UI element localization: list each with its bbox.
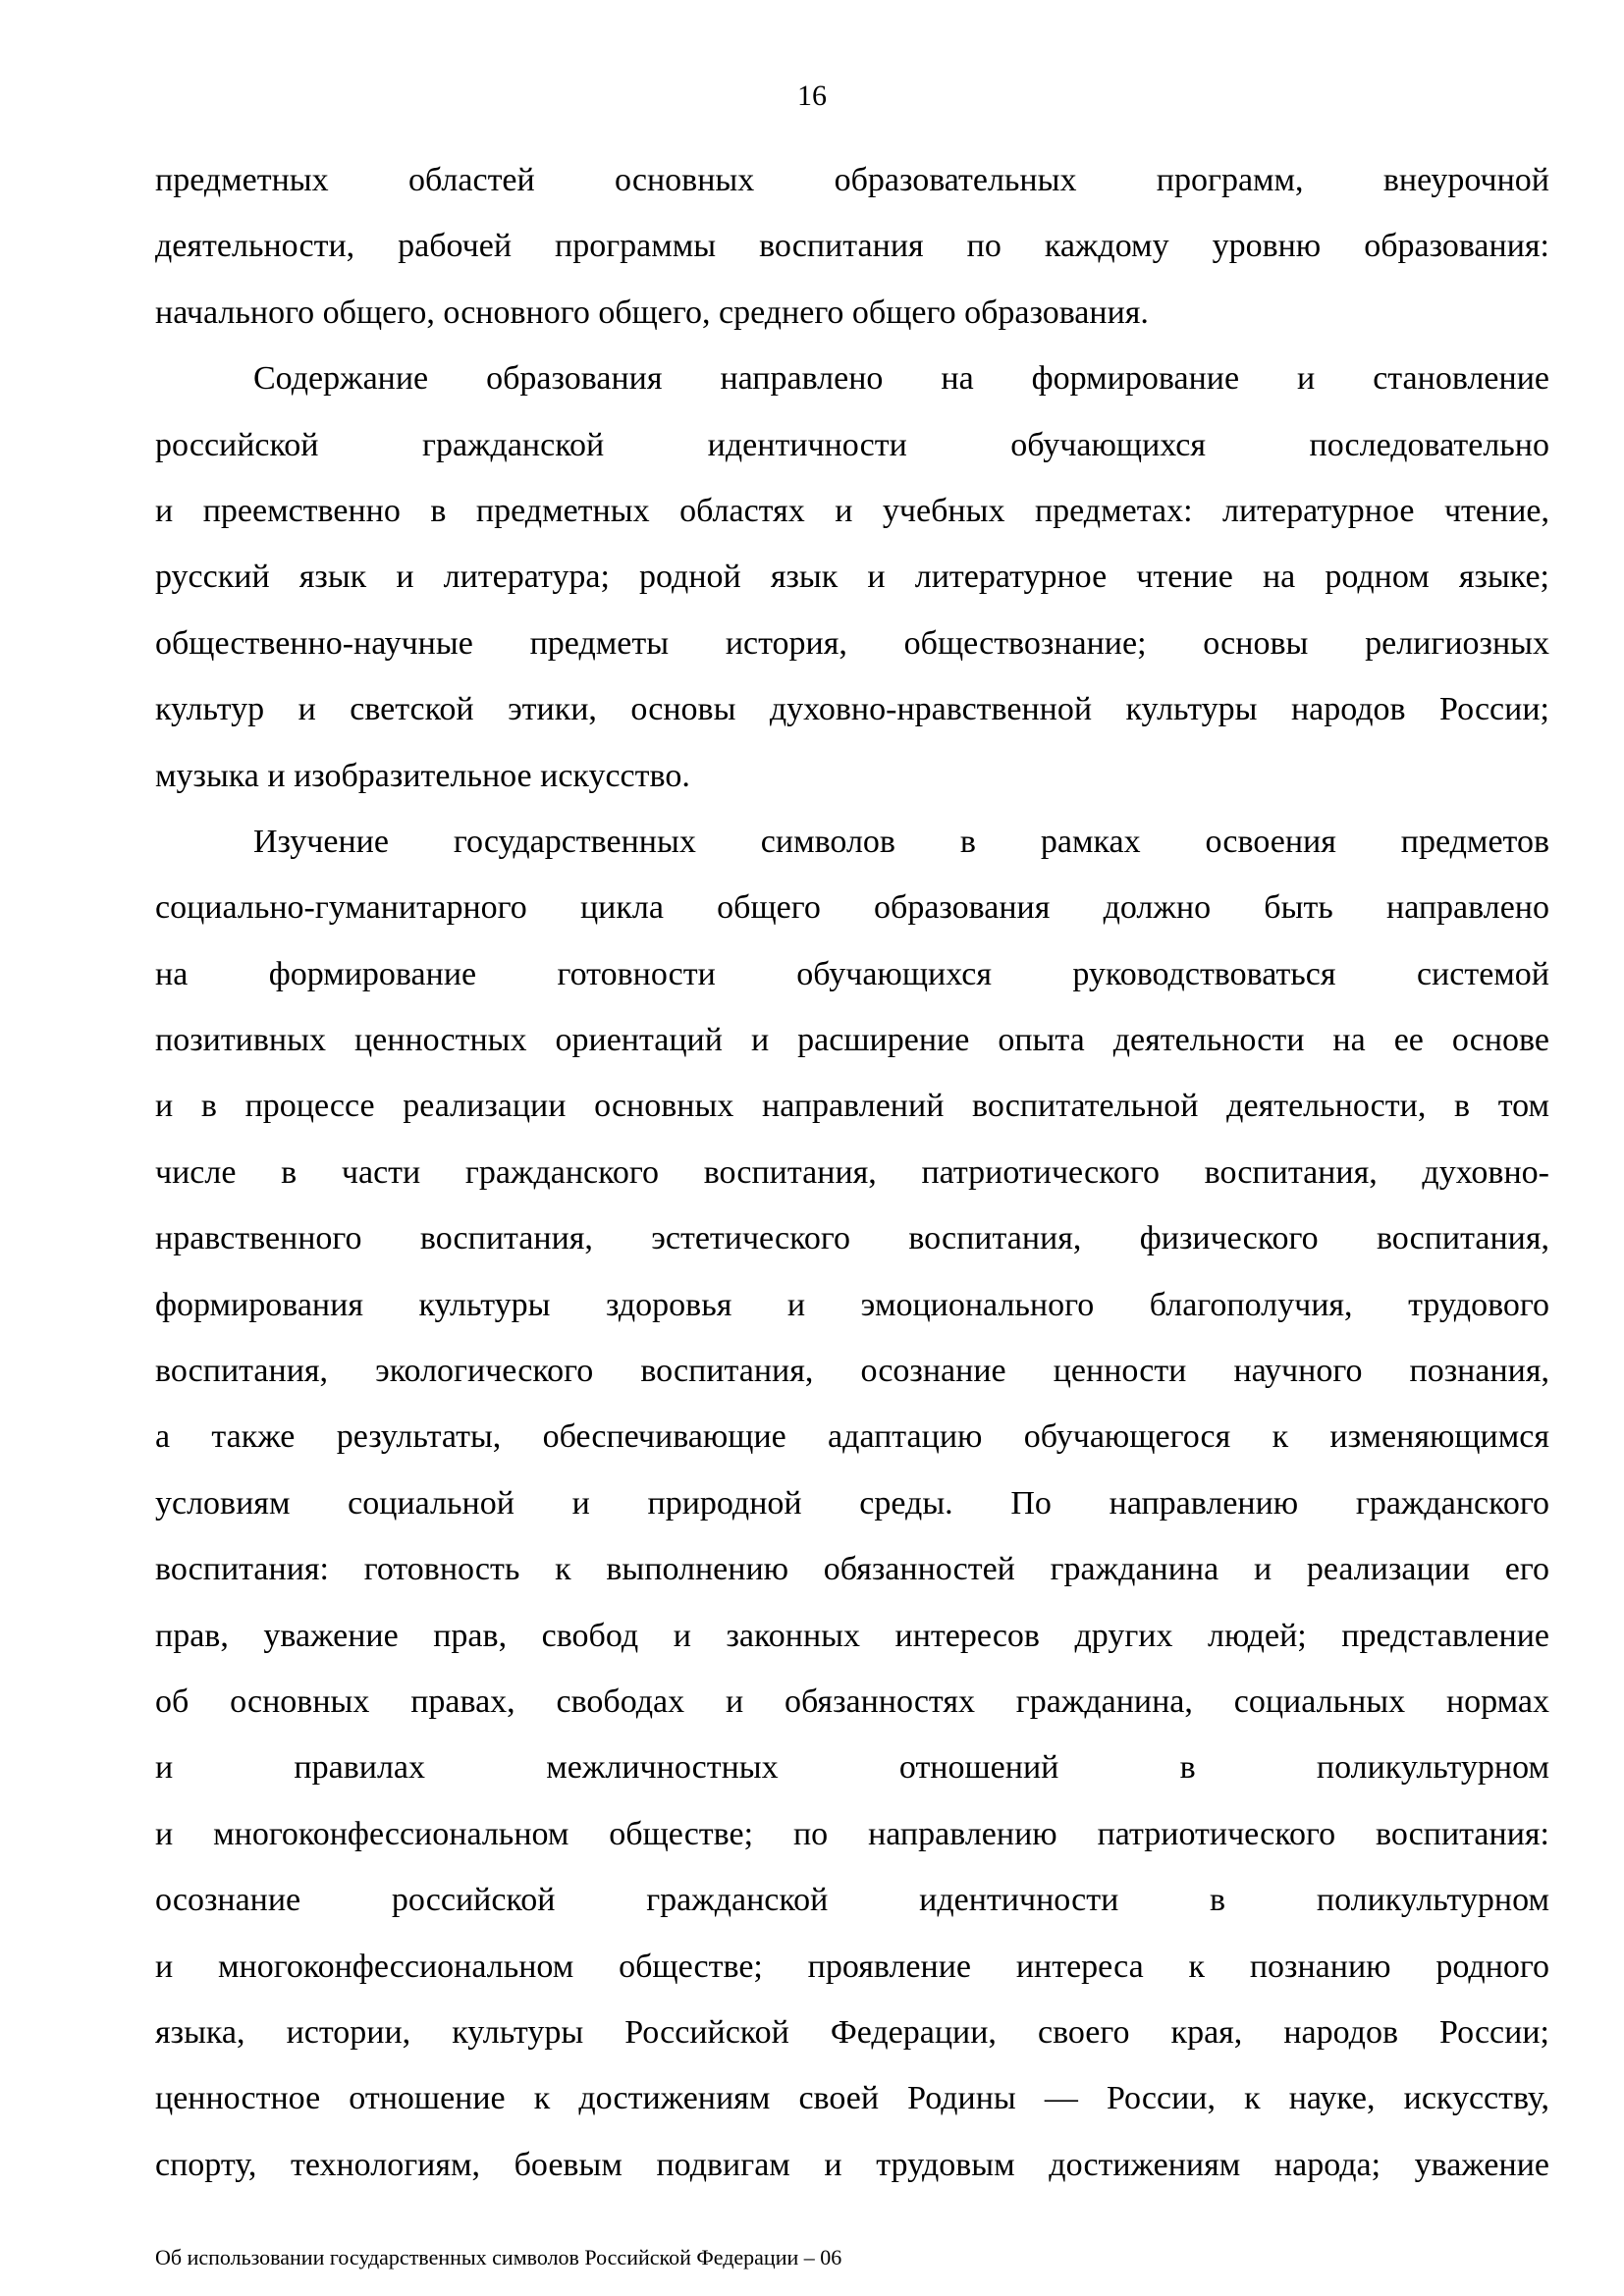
text-line: российской гражданской идентичности обучающихся последовательно bbox=[155, 426, 1549, 463]
text-line: числе в части гражданского воспитания, патриотического воспитания, духовно- bbox=[155, 1153, 1549, 1191]
text-line: позитивных ценностных ориентаций и расширение опыта деятельности на ее основе bbox=[155, 1022, 1549, 1059]
page-number: 16 bbox=[797, 80, 827, 112]
text-line: предметных областей основных образовательных программ, внеурочной bbox=[155, 162, 1549, 198]
text-line: Изучение государственных символов в рамках освоения предметов bbox=[253, 823, 1549, 860]
text-line: ценностное отношение к достижениям своей Родины — России, к науке, искусству, bbox=[155, 2080, 1549, 2117]
text-line: социально-гуманитарного цикла общего образования должно быть направлено bbox=[155, 889, 1549, 927]
text-line: нравственного воспитания, эстетического воспитания, физического воспитания, bbox=[155, 1220, 1549, 1257]
text-line: воспитания: готовность к выполнению обязанностей гражданина и реализации его bbox=[155, 1551, 1549, 1588]
text-line: деятельности, рабочей программы воспитания по каждому уровню образования: bbox=[155, 228, 1549, 265]
text-line: и многоконфессиональном обществе; по направлению патриотического воспитания: bbox=[155, 1815, 1549, 1852]
text-line: и преемственно в предметных областях и учебных предметах: литературное чтение, bbox=[155, 492, 1549, 529]
text-line: об основных правах, свободах и обязанностях гражданина, социальных нормах bbox=[155, 1682, 1549, 1720]
text-line: условиям социальной и природной среды. По направлению гражданского bbox=[155, 1484, 1549, 1522]
text-line: и правилах межличностных отношений в поликультурном bbox=[155, 1749, 1549, 1787]
text-line: общественно-научные предметы история, обществознание; основы религиозных bbox=[155, 624, 1549, 662]
text-line: на формирование готовности обучающихся руководствоваться системой bbox=[155, 955, 1549, 992]
document-footer: Об использовании государственных символов Российской Федерации – 06 bbox=[155, 2245, 842, 2269]
text-line: языка, истории, культуры Российской Федерации, своего края, народов России; bbox=[155, 2013, 1549, 2051]
text-line: формирования культуры здоровья и эмоционального благополучия, трудового bbox=[155, 1286, 1549, 1323]
text-line: культур и светской этики, основы духовно-нравственной культуры народов России; bbox=[155, 691, 1549, 728]
text-line: начального общего, основного общего, среднего общего образования. bbox=[155, 294, 1149, 331]
text-line: воспитания, экологического воспитания, осознание ценности научного познания, bbox=[155, 1353, 1549, 1390]
text-line: а также результаты, обеспечивающие адаптацию обучающегося к изменяющимся bbox=[155, 1418, 1549, 1456]
text-line: осознание российской гражданской идентичности в поликультурном bbox=[155, 1882, 1549, 1919]
text-line: русский язык и литература; родной язык и литературное чтение на родном языке; bbox=[155, 559, 1549, 596]
document-body bbox=[155, 157, 1549, 2208]
text-line: музыка и изобразительное искусство. bbox=[155, 757, 690, 794]
text-line: прав, уважение прав, свобод и законных интересов других людей; представление bbox=[155, 1617, 1549, 1654]
text-line: и многоконфессиональном обществе; проявление интереса к познанию родного bbox=[155, 1948, 1549, 1985]
text-line: и в процессе реализации основных направлений воспитательной деятельности, в том bbox=[155, 1088, 1549, 1125]
text-line: Содержание образования направлено на формирование и становление bbox=[253, 360, 1549, 398]
text-line: спорту, технологиям, боевым подвигам и трудовым достижениям народа; уважение bbox=[155, 2146, 1549, 2183]
